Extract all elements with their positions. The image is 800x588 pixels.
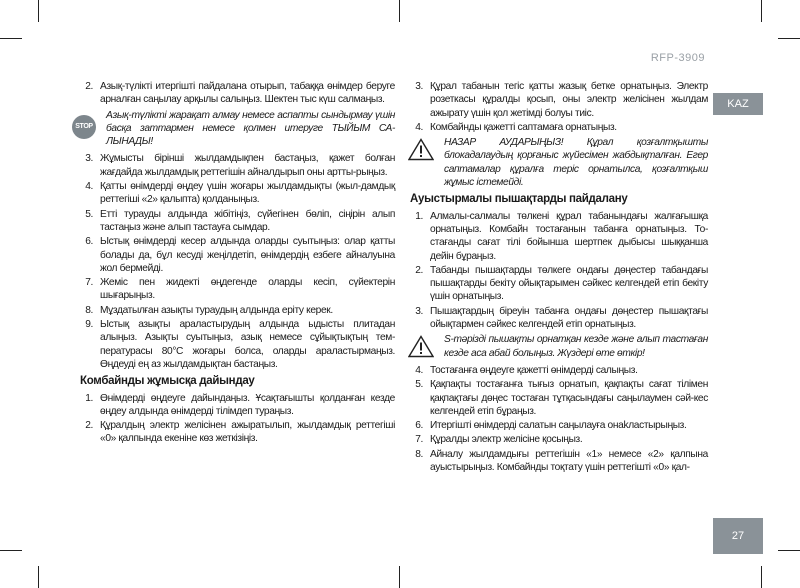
- crop-mark: [778, 38, 800, 39]
- list-item: 4. Комбайнды қажетті саптамаға орнатыңыз.: [415, 121, 617, 133]
- stop-warning-text: Азық-түлікті жарақат алмау немесе аспапты сындырмау үшін басқа заттармен немесе қолмен итеруге ТЫЙЫМ СА-ЛЫНАДЫ!: [106, 109, 395, 148]
- list-item: 4. Қатты өнімдерді өңдеу үшін жоғары жылдамдықты (жыл-дамдық реттегіші «2» қалыпта) қолданыңыз.: [85, 181, 395, 206]
- stop-icon: STOP: [72, 115, 96, 139]
- crop-mark: [0, 38, 22, 39]
- list-item: 1. Алмалы-салмалы төлкені құрал табанындағы жалғағышқа орнатыңыз. Комбайн тостағанын табанға орнатыңыз. То-стағанды сағат тілі бойынша шертпек дыбысы шыққанша дейін бұраңыз.: [415, 210, 708, 262]
- list-item: 9. Ыстық азықты араластырудың алдында ыдысты плитадан алыңыз. Азықты суытыңыз, азық немесе сұйықтықтың тем-пературасы 80°С жоғары болса, оларды араластырмаңыз. Өңдеуді ең аз жылдамдықтан бастаңыз.: [85, 319, 395, 370]
- blade-warning: [408, 333, 708, 360]
- list-item: 6. Итергішті өнімдерді салатын саңылауға онаkластырыңыз.: [415, 420, 687, 432]
- crop-mark: [778, 550, 800, 551]
- blade-warning-text: S-тәрізді пышақты орнатқан кезде және алып тастаған кезде аса абай болыңыз. Жүздері өте өткір!: [444, 334, 708, 359]
- list-item: 6. Ыстық өнімдерді кесер алдында оларды суытыңыз: олар қатты болады да, бұл кесуді жеңілдетіп, өнімдердің езбеге айналуына жол бермейді.: [85, 236, 395, 274]
- list-item: 2. Табанды пышақтарды төлкеге ондағы дөңестер табандағы пышақтарды бекіту ойықтарымен сәйкес келгендей етіп бекіту үшін орнатыңыз.: [415, 264, 708, 303]
- warning-triangle-icon: [408, 138, 434, 161]
- crop-mark: [0, 550, 22, 551]
- list-item: 5. Қақпақты тостағанға тығыз орнатып, қақпақты сағат тілімен қақпақтағы дөңес тостаған тұтқасындағы саңылаумен сәй-кес келгендей етіп бұраңыз.: [415, 379, 708, 417]
- page-number: 27: [713, 518, 763, 554]
- crop-mark: [399, 566, 400, 588]
- list-item: 3. Пышақтардың біреуін табанға ондағы дөңестер пышақтағы ойықтармен сәйкес келгендей етіп орнатыңыз.: [415, 305, 708, 331]
- crop-mark: [38, 566, 39, 588]
- crop-mark: [761, 0, 762, 22]
- list-item: 7. Құралды электр желісіне қосыңыз.: [415, 434, 583, 446]
- attention-warning-text: НАЗАР АУДАРЫҢЫЗ! Құрал қозғалтқышты блокадалаудың қорғаныс жүйесімен жабдықталған. Егер саптамалар құралға теріс орнатылса, қозғалтқыш жұмыс істемейді.: [444, 137, 708, 189]
- stop-warning: [72, 109, 395, 149]
- right-column: [408, 80, 708, 475]
- crop-mark: [761, 566, 762, 588]
- list-item: 3. Құрал табанын тегіс қатты жазық бетке орнатыңыз. Электр розеткасы құралды қосып, оны электр желісінен жылдам ажырату үшін қол жетімді болуы тиіс.: [415, 81, 708, 119]
- list-item: 3. Жұмысты бірінші жылдамдықпен бастаңыз, қажет болған жағдайда жылдамдық реттегішін айналдырып оны артты-рыңыз.: [85, 153, 395, 178]
- list-item: 1. Өнімдерді өңдеуге дайындаңыз. Ұсақтағышты қолданған кезде өңдеу алдында өнімдерді тілімдеп тураңыз.: [85, 392, 395, 417]
- list-item: 8. Мұздатылған азықты турaудың алдында еріту керек.: [85, 304, 333, 316]
- crop-mark: [38, 0, 39, 22]
- list-item: 4. Тостағанға өңдеуге қажетті өнімдерді салыңыз.: [415, 364, 638, 376]
- list-item: 2. Құралдың электр желісінен ажыратылып, жылдамдық реттегіші «0» қалпында екеніне көз жеткізіңіз.: [85, 420, 395, 445]
- language-tab: KAZ: [713, 93, 763, 115]
- list-item: 5. Етті турауды алдында жібітіңіз, сүйегінен бөліп, сіңірін алып тастаңыз және алып тастауға сымдар.: [85, 208, 395, 233]
- attention-warning: [408, 136, 708, 189]
- section-heading: Ауыстырмалы пышақтарды пайдалану: [410, 193, 628, 206]
- warning-triangle-icon: [408, 335, 434, 358]
- list-item: 2. Азық-түлікті итергішті пайдалана отырып, табаққа өнімдер беруге арналған саңылау арқылы салыңыз. Шектен тыс күш салмаңыз.: [85, 81, 395, 106]
- crop-mark: [399, 0, 400, 22]
- model-number: RFP-3909: [650, 52, 705, 64]
- list-item: 7. Жеміс пен жидекті өңдегенде оларды кесіп, сүйектерін шығарыңыз.: [85, 277, 395, 302]
- list-item: 8. Айналу жылдамдығы реттегішін «1» немесе «2» қалпына ауыстырыңыз. Комбайнды тоқтату үшін реттегішті «0» қал-: [415, 448, 708, 474]
- left-column: [75, 80, 395, 447]
- section-heading: Комбайнды жұмысқа дайындау: [80, 375, 255, 388]
